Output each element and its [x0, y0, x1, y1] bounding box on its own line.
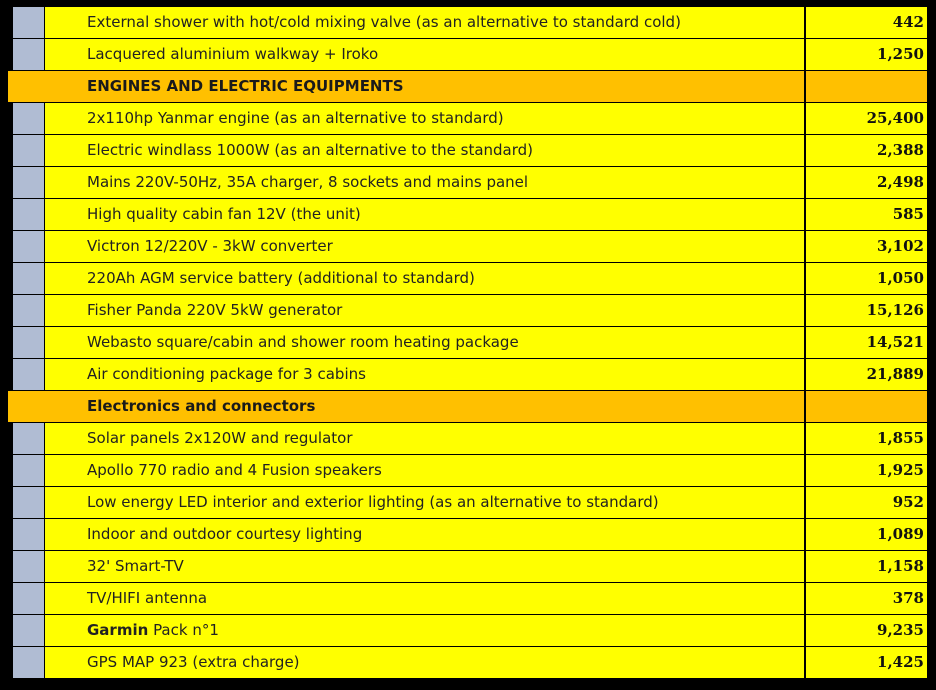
row-marker [13, 423, 44, 454]
option-description-rest: Pack n°1 [148, 621, 219, 639]
row-marker [13, 615, 44, 646]
row-marker [13, 519, 44, 550]
option-price: 14,521 [806, 327, 927, 358]
row-marker [13, 135, 44, 166]
option-description: High quality cabin fan 12V (the unit) [45, 199, 804, 230]
row-marker [13, 199, 44, 230]
option-price: 585 [806, 199, 927, 230]
option-description: GPS MAP 923 (extra charge) [45, 647, 804, 678]
option-price: 378 [806, 583, 927, 614]
option-price: 1,425 [806, 647, 927, 678]
option-description: Electric windlass 1000W (as an alternative to the standard) [45, 135, 804, 166]
table-row [8, 7, 928, 38]
table-row [8, 423, 928, 454]
table-row [8, 455, 928, 486]
option-price: 1,925 [806, 455, 927, 486]
option-description: Apollo 770 radio and 4 Fusion speakers [45, 455, 804, 486]
option-description: Solar panels 2x120W and regulator [45, 423, 804, 454]
option-description [45, 615, 804, 646]
option-price: 442 [806, 7, 927, 38]
table-row [8, 583, 928, 614]
option-description: Low energy LED interior and exterior lighting (as an alternative to standard) [45, 487, 804, 518]
options-price-table [8, 7, 928, 679]
option-price: 25,400 [806, 103, 927, 134]
table-row [8, 647, 928, 678]
row-marker [13, 455, 44, 486]
option-price: 1,250 [806, 39, 927, 70]
option-description: Air conditioning package for 3 cabins [45, 359, 804, 390]
table-row [8, 327, 928, 358]
table-row [8, 167, 928, 198]
section-title: Electronics and connectors [45, 391, 804, 422]
option-description: Webasto square/cabin and shower room heating package [45, 327, 804, 358]
option-price: 9,235 [806, 615, 927, 646]
table-row [8, 487, 928, 518]
row-marker [8, 71, 45, 102]
option-price: 2,498 [806, 167, 927, 198]
option-price: 2,388 [806, 135, 927, 166]
option-description: 220Ah AGM service battery (additional to standard) [45, 263, 804, 294]
option-price: 15,126 [806, 295, 927, 326]
option-description: Victron 12/220V - 3kW converter [45, 231, 804, 262]
row-marker [13, 327, 44, 358]
option-description: Lacquered aluminium walkway + Iroko [45, 39, 804, 70]
option-price: 952 [806, 487, 927, 518]
section-price-cell [806, 71, 927, 102]
row-marker [13, 359, 44, 390]
row-marker [13, 167, 44, 198]
table-row [8, 359, 928, 390]
option-description: 2x110hp Yanmar engine (as an alternative to standard) [45, 103, 804, 134]
section-title: ENGINES AND ELECTRIC EQUIPMENTS [45, 71, 804, 102]
table-row [8, 231, 928, 262]
brand-name: Garmin [87, 621, 149, 639]
table-row [8, 103, 928, 134]
row-marker [13, 295, 44, 326]
table-row [8, 295, 928, 326]
table-row [8, 615, 928, 646]
option-description: Mains 220V-50Hz, 35A charger, 8 sockets and mains panel [45, 167, 804, 198]
table-row [8, 263, 928, 294]
option-description: Fisher Panda 220V 5kW generator [45, 295, 804, 326]
table-row [8, 551, 928, 582]
option-description: 32' Smart-TV [45, 551, 804, 582]
option-price: 1,089 [806, 519, 927, 550]
section-header-row [8, 71, 928, 102]
row-marker [13, 647, 44, 678]
row-marker [8, 391, 45, 422]
option-description: Indoor and outdoor courtesy lighting [45, 519, 804, 550]
option-price: 3,102 [806, 231, 927, 262]
option-price: 1,855 [806, 423, 927, 454]
row-marker [13, 583, 44, 614]
option-description: External shower with hot/cold mixing valve (as an alternative to standard cold) [45, 7, 804, 38]
row-marker [13, 487, 44, 518]
row-marker [13, 231, 44, 262]
row-marker [13, 551, 44, 582]
option-price: 1,158 [806, 551, 927, 582]
section-price-cell [806, 391, 927, 422]
row-marker [13, 263, 44, 294]
option-price: 21,889 [806, 359, 927, 390]
row-marker [13, 39, 44, 70]
row-marker [13, 7, 44, 38]
section-header-row [8, 391, 928, 422]
table-row [8, 39, 928, 70]
table-row [8, 199, 928, 230]
table-row [8, 519, 928, 550]
option-description: TV/HIFI antenna [45, 583, 804, 614]
option-price: 1,050 [806, 263, 927, 294]
table-row [8, 135, 928, 166]
row-marker [13, 103, 44, 134]
